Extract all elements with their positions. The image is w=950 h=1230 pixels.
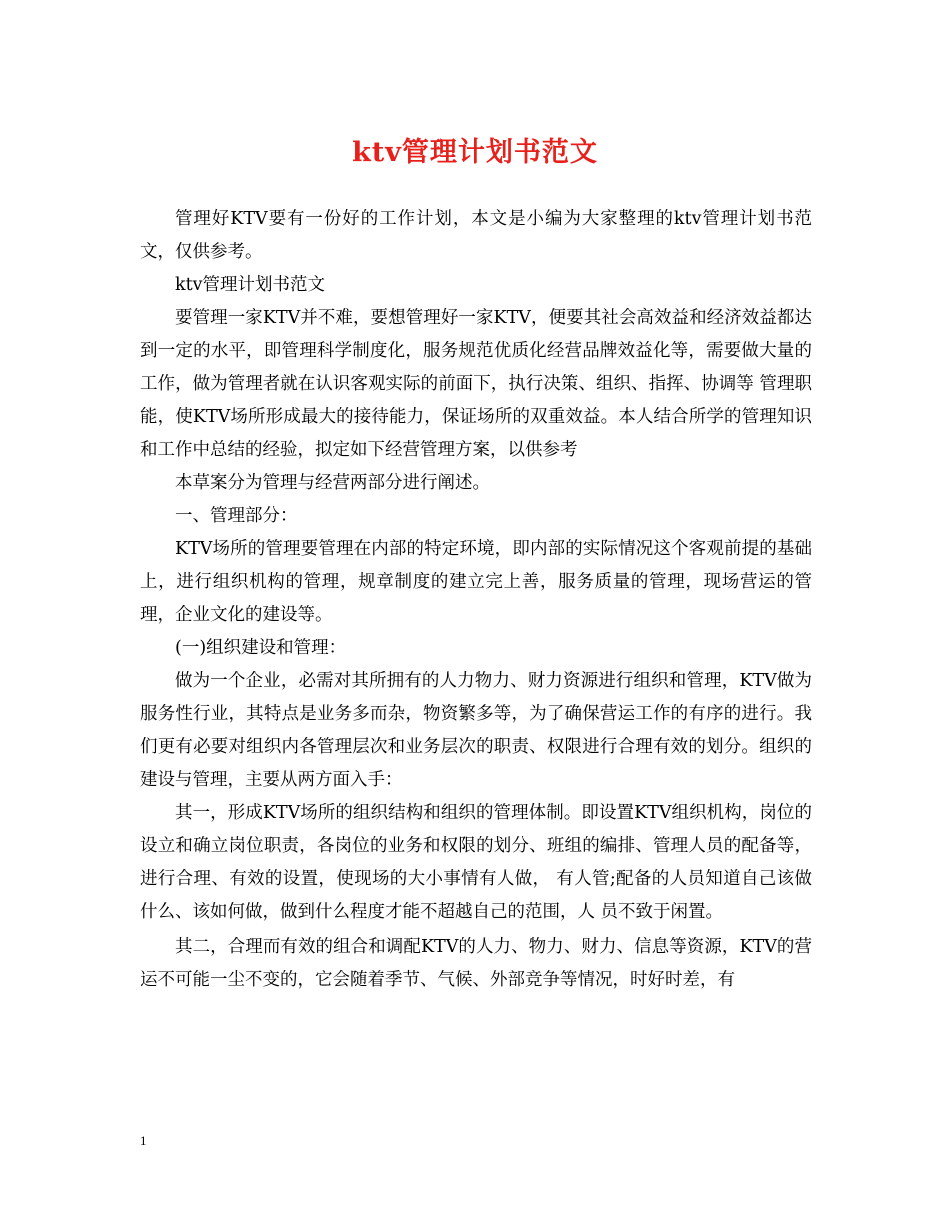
document-body [140,203,812,997]
section-heading-management: 一、管理部分： [175,506,298,526]
subsection-heading-organization: (一)组织建设和管理： [175,638,347,658]
document-title: ktv管理计划书范文 [352,137,598,168]
page-number: 1 [140,1133,147,1148]
paragraph-point-one: 其一，形成KTV场所的组织结构和组织的管理体制。即设置KTV组织机构，岗位的设立和确立岗位职责，各岗位的业务和权限的划分、班组的编排、管理人员的配备等，进行合理、有效的设置，使现场的大小事情有人做， 有人管;配备的人员知道自己该做什么、该如何做，做到什么程度才能不超越自己的范围，人 员不致于闲置。 [140,803,812,922]
paragraph-overview: 要管理一家KTV并不难，要想管理好一家KTV，便要其社会高效益和经济效益都达到一定的水平，即管理科学制度化，服务规范优质化经营品牌效益化等，需要做大量的工作，做为管理者就在认识客观实际的前面下，执行决策、组织、指挥、协调等 管理职能，使KTV场所形成最大的接待能力，保证场所的双重效益。本人结合所学的管理知识和工作中总结的经验，拟定如下经营管理方案，以供参考 [140,308,812,460]
paragraph-management-scope: KTV场所的管理要管理在内部的特定环境，即内部的实际情况这个客观前提的基础上，进行组织机构的管理，规章制度的建立完上善，服务质量的管理，现场营运的管理，企业文化的建设等。 [140,539,812,625]
paragraph-subtitle: ktv管理计划书范文 [175,275,326,295]
paragraph-organization: 做为一个企业，必需对其所拥有的人力物力、财力资源进行组织和管理，KTV做为服务性行业，其特点是业务多而杂，物资繁多等，为了确保营运工作的有序的进行。我们更有必要对组织内各管理层次和业务层次的职责、权限进行合理有效的划分。组织的建设与管理，主要从两方面入手： [140,671,812,790]
paragraph-intro: 管理好KTV要有一份好的工作计划，本文是小编为大家整理的ktv管理计划书范文，仅供参考。 [140,209,812,262]
paragraph-structure: 本草案分为管理与经营两部分进行阐述。 [175,473,490,493]
paragraph-point-two: 其二，合理而有效的组合和调配KTV的人力、物力、财力、信息等资源，KTV的营运不可能一尘不变的，它会随着季节、气候、外部竞争等情况，时好时差，有 [140,937,812,990]
